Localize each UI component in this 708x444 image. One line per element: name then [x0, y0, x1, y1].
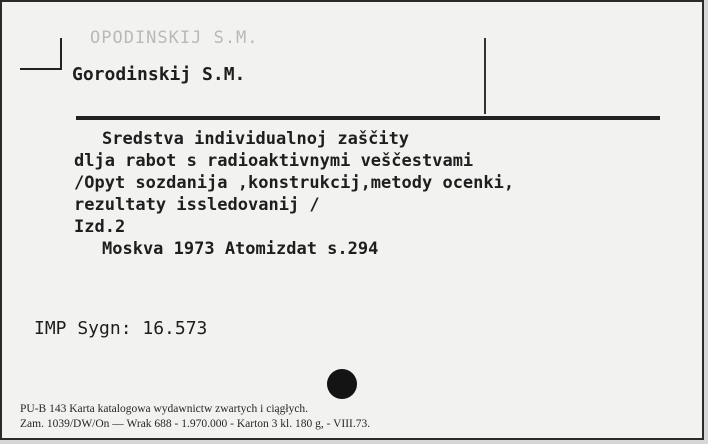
- imprint-line: Moskva 1973 Atomizdat s.294: [102, 239, 379, 259]
- footer-line: Zam. 1039/DW/On — Wrak 688 - 1.970.000 - Karton 3 kl. 180 g, - VIII.73.: [20, 418, 371, 430]
- title-line: dlja rabot s radioaktivnymi veščestvami: [74, 151, 474, 171]
- title-line: /Opyt sozdanija ,konstrukcij,metody ocenki,: [74, 173, 515, 193]
- edition-line: Izd.2: [74, 217, 126, 237]
- footer-line: PU-B 143 Karta katalogowa wydawnictw zwartych i ciągłych.: [20, 403, 309, 415]
- corner-mark-vertical: [60, 38, 62, 70]
- header-divider-vertical: [484, 38, 486, 114]
- corner-mark-horizontal: [20, 68, 62, 70]
- author-name: Gorodinskij S.M.: [72, 64, 246, 85]
- call-number: IMP Sygn: 16.573: [34, 318, 208, 339]
- card-footer: [20, 402, 370, 432]
- card-punch-hole: [327, 369, 357, 399]
- bibliographic-entry: [74, 128, 514, 260]
- title-line: rezultaty issledovanij /: [74, 195, 320, 215]
- title-line: Sredstva individualnoj zaščity: [102, 129, 410, 149]
- faded-author-stamp: OPODINSKIJ S.M.: [90, 28, 259, 48]
- header-rule: [76, 116, 660, 120]
